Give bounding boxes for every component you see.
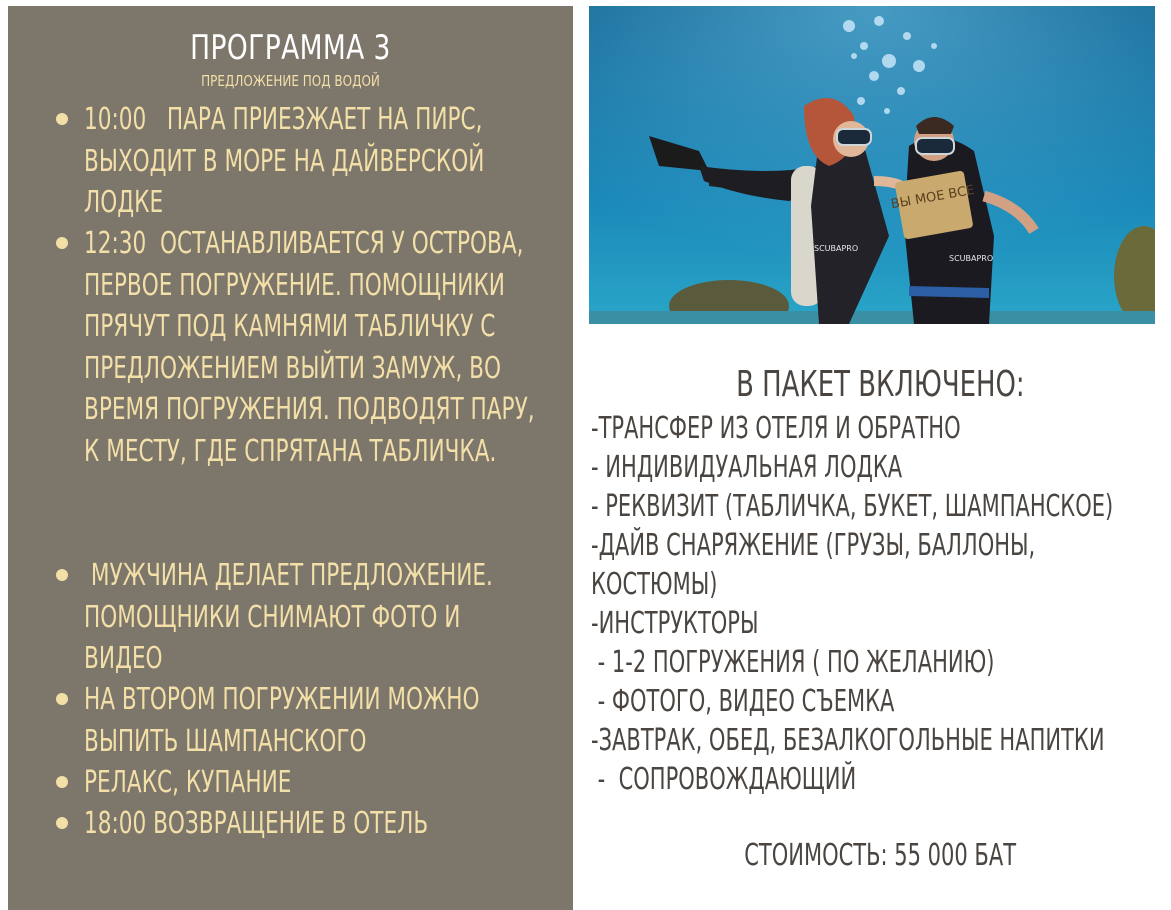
package-item: - ФОТОГО, ВИДЕО СЪЕМКА (591, 684, 895, 719)
package-item: - 1-2 ПОГРУЖЕНИЯ ( ПО ЖЕЛАНИЮ) (591, 645, 995, 680)
bullet-icon (56, 693, 68, 705)
bullet-icon (56, 776, 68, 788)
schedule-item: РЕЛАКС, КУПАНИЕ (54, 762, 574, 803)
package-item: - ИНДИВИДУАЛЬНАЯ ЛОДКА (591, 450, 903, 485)
program-subtitle: ПРЕДЛОЖЕНИЕ ПОД ВОДОЙ (201, 72, 380, 90)
bullet-icon (56, 113, 68, 125)
schedule-item: 10:00 ПАРА ПРИЕЗЖАЕТ НА ПИРС, ВЫХОДИТ В МОРЕ НА ДАЙВЕРСКОЙ ЛОДКЕ (54, 99, 574, 223)
tank-label: SCUBAPRO (814, 244, 859, 253)
tank-label-2: SCUBAPRO (949, 254, 994, 263)
underwater-photo (589, 6, 1155, 324)
bullet-icon (56, 817, 68, 829)
package-item: - СОПРОВОЖДАЮЩИЙ (591, 762, 857, 797)
program-title: ПРОГРАММА 3 (190, 28, 391, 68)
schedule-item: МУЖЧИНА ДЕЛАЕТ ПРЕДЛОЖЕНИЕ. ПОМОЩНИКИ СНИМАЮТ ФОТО И ВИДЕО (54, 555, 574, 679)
schedule-item: НА ВТОРОМ ПОГРУЖЕНИИ МОЖНО ВЫПИТЬ ШАМПАНСКОГО (54, 679, 574, 762)
divers-illustration (589, 6, 1155, 324)
package-list (591, 409, 1171, 799)
price: СТОИМОСТЬ: 55 000 БАТ (744, 838, 1016, 873)
package-item: -ДАЙВ СНАРЯЖЕНИЕ (ГРУЗЫ, БАЛЛОНЫ, КОСТЮМЫ) (591, 528, 1042, 602)
sign-text: ВЫ МОЕ ВСЕ (889, 182, 976, 213)
bullet-icon (56, 569, 68, 581)
package-item: -ЗАВТРАК, ОБЕД, БЕЗАЛКОГОЛЬНЫЕ НАПИТКИ (591, 723, 1105, 758)
bullet-icon (56, 237, 68, 249)
package-item: -ТРАНСФЕР ИЗ ОТЕЛЯ И ОБРАТНО (591, 411, 961, 446)
package-item: - РЕКВИЗИТ (ТАБЛИЧКА, БУКЕТ, ШАМПАНСКОЕ) (591, 489, 1114, 524)
package-item: -ИНСТРУКТОРЫ (591, 606, 759, 641)
schedule-item: 18:00 ВОЗВРАЩЕНИЕ В ОТЕЛЬ (54, 803, 574, 844)
package-heading: В ПАКЕТ ВКЛЮЧЕНО: (735, 364, 1025, 405)
schedule-list (54, 99, 574, 844)
schedule-item: 12:30 ОСТАНАВЛИВАЕТСЯ У ОСТРОВА, ПЕРВОЕ ПОГРУЖЕНИЕ. ПОМОЩНИКИ ПРЯЧУТ ПОД КАМНЯМИ ТАБЛИЧКУ С ПРЕДЛОЖЕНИЕМ ВЫЙТИ ЗАМУЖ, ВО ВРЕМЯ ПОГРУЖЕНИЯ. ПОДВОДЯТ ПАРУ, К МЕСТУ, ГДЕ СПРЯТАНА ТАБЛИЧКА. (54, 223, 574, 555)
